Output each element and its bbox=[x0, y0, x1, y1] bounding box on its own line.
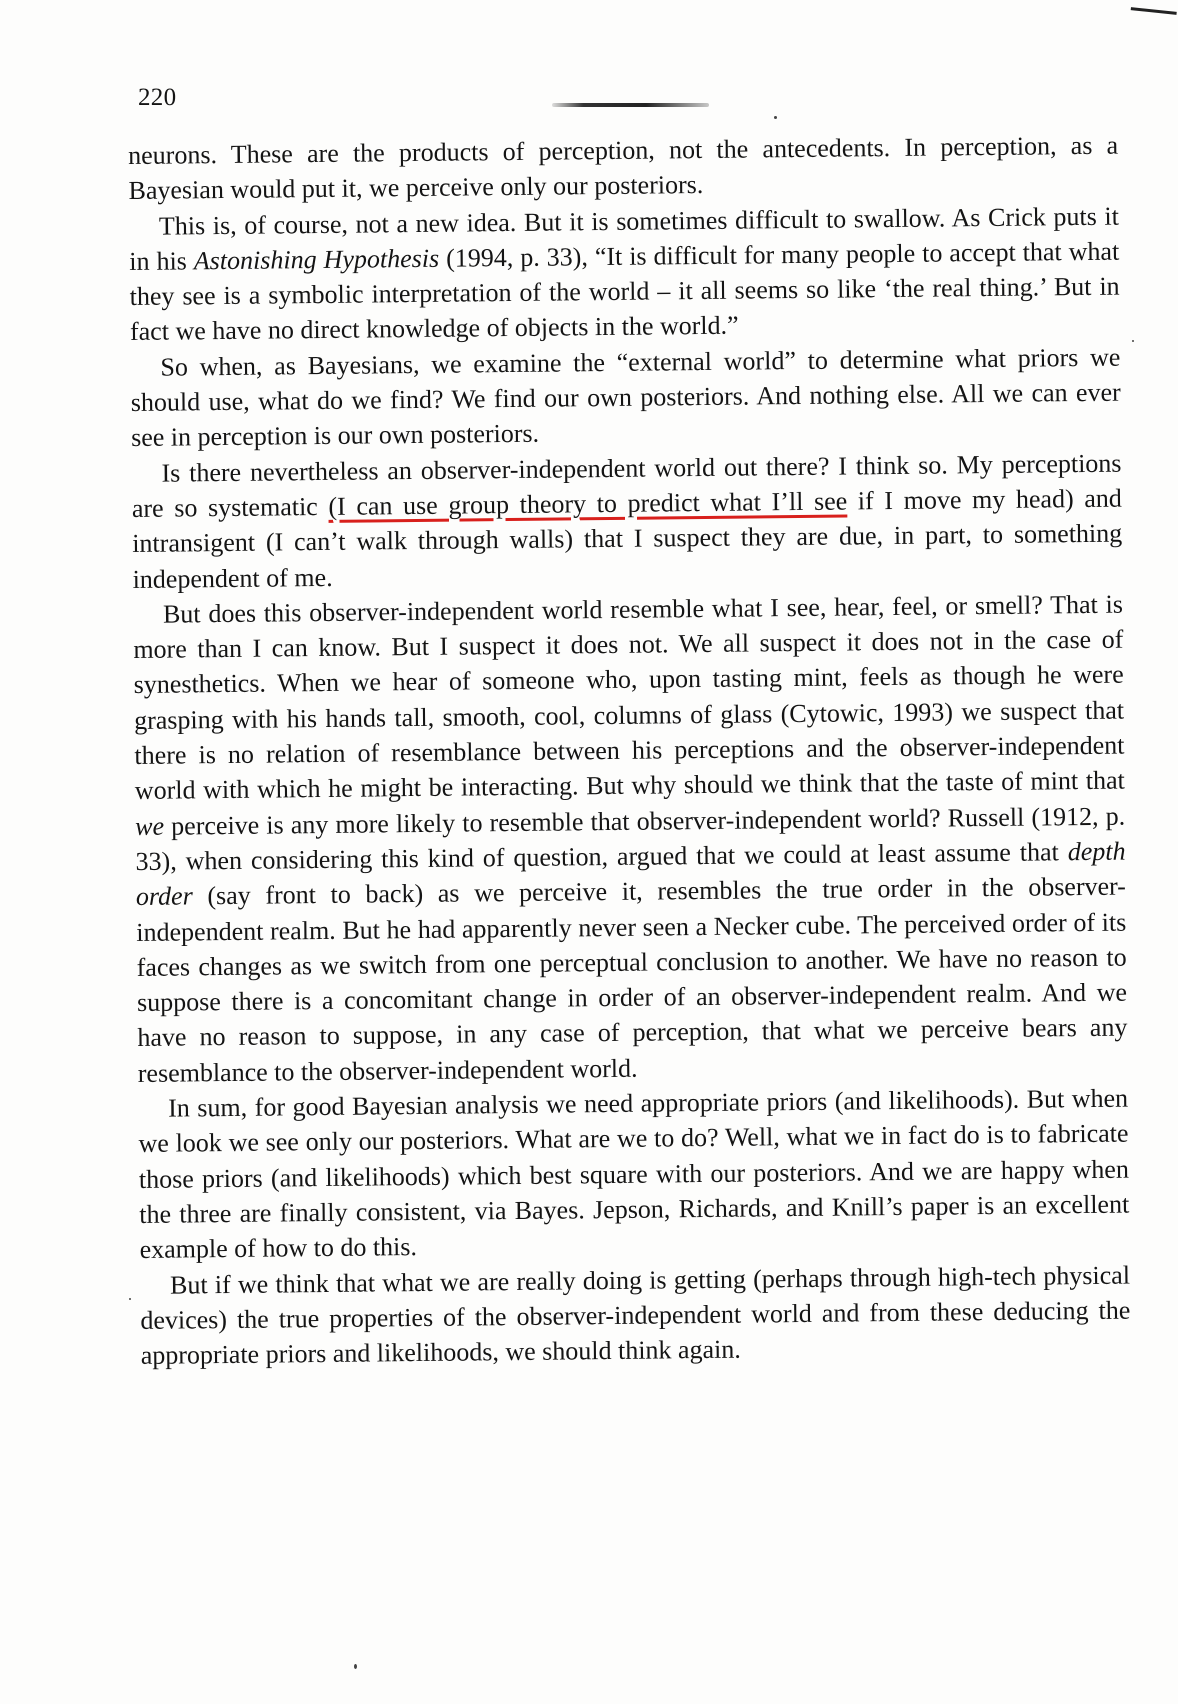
red-underlined-text: (I can use group theory to predict what I’ll see bbox=[328, 486, 848, 521]
page-number: 220 bbox=[138, 84, 177, 111]
text-segment: This is, of course, not a new idea. But it is sometimes difficult to swallow. As Crick puts it in his bbox=[129, 201, 1120, 276]
scan-speck bbox=[1132, 340, 1134, 342]
paragraph-p6 bbox=[138, 1081, 1130, 1268]
text-segment: (1994, p. 33), “It is difficult for many people to accept that what they see is a symbolic interpretation of the world – it all seems so like ‘the real thing.’ But in fact we have no direct knowledge of objects in the world.” bbox=[129, 236, 1120, 347]
text-segment: But does this observer-independent world resemble what I see, hear, feel, or smell? That is more than I can know. But I suspect it does not. We all suspect it does not in the case of synesthetics. When we hear of someone who, upon tasting mint, feels as though he were grasping with his hands tall, smooth, cool, columns of glass (Cytowic, 1993) we suspect that there is no relation of resemblance between his perceptions and the observer-independent world with which he might be interacting. But why should we think that the taste of mint that bbox=[133, 589, 1125, 806]
paragraph-p4 bbox=[131, 445, 1122, 597]
text-segment: neurons. These are the products of perception, not the antecedents. In perception, as a Bayesian would put it, we perceive only our posteriors. bbox=[128, 130, 1119, 206]
text-segment: Is there nevertheless an observer-independent world out there? I think so. My perceptions are so systematic bbox=[131, 448, 1122, 523]
paragraph-p7 bbox=[140, 1257, 1131, 1373]
text-segment: perceive is any more likely to resemble that observer-independent world? Russell (1912, p. 33), when considering this kind of question, argued that we could at least assume that bbox=[135, 801, 1126, 876]
paragraph-p5 bbox=[133, 586, 1128, 1090]
italic-text: depth order bbox=[135, 836, 1126, 912]
paragraph-p3 bbox=[130, 339, 1121, 455]
text-segment: if I move my head) and intransigent (I can’t walk through walls) that I suspect they are due, in part, to something independent of me. bbox=[132, 483, 1123, 594]
text-segment: In sum, for good Bayesian analysis we need appropriate priors (and likelihoods). But when we look we see only our posteriors. What are we to do? Well, what we in fact do is to fabricate those priors (and likelihoods) which best square with our posteriors. And we are happy when the three are finally consistent, via Bayes. Jepson, Richards, and Knill’s paper is an excellent example of how to do this. bbox=[138, 1083, 1130, 1265]
header-rule bbox=[552, 103, 709, 107]
text-segment: (say front to back) as we perceive it, resembles the true order in the observer-independent realm. But he had apparently never seen a Necker cube. The perceived order of its faces changes as we switch from one perceptual conclusion to another. We have no reason to suppose there is a concomitant change in order of an observer-independent realm. And we have no reason to suppose, in any case of perception, that what we perceive bears any resemblance to the observer-independent world. bbox=[136, 871, 1128, 1088]
text-segment: So when, as Bayesians, we examine the “external world” to determine what priors we should use, what do we find? We find our own posteriors. And nothing else. All we can ever see in perception is our own posteriors. bbox=[130, 342, 1121, 453]
body-text bbox=[128, 128, 1131, 1374]
scan-speck bbox=[774, 116, 777, 119]
scan-speck bbox=[354, 1664, 357, 1669]
paragraph-p2 bbox=[129, 198, 1120, 350]
italic-text: we bbox=[135, 811, 165, 841]
scan-speck bbox=[129, 1298, 131, 1300]
text-segment: But if we think that what we are really doing is getting (perhaps through high-tech physical devices) the true properties of the observer-independent world and from these deducing the appropriate priors and likelihoods, we should think again. bbox=[140, 1260, 1131, 1371]
scan-edge-mark bbox=[1131, 0, 1178, 15]
paragraph-p1 bbox=[128, 128, 1119, 209]
italic-text: Astonishing Hypothesis bbox=[193, 243, 440, 276]
